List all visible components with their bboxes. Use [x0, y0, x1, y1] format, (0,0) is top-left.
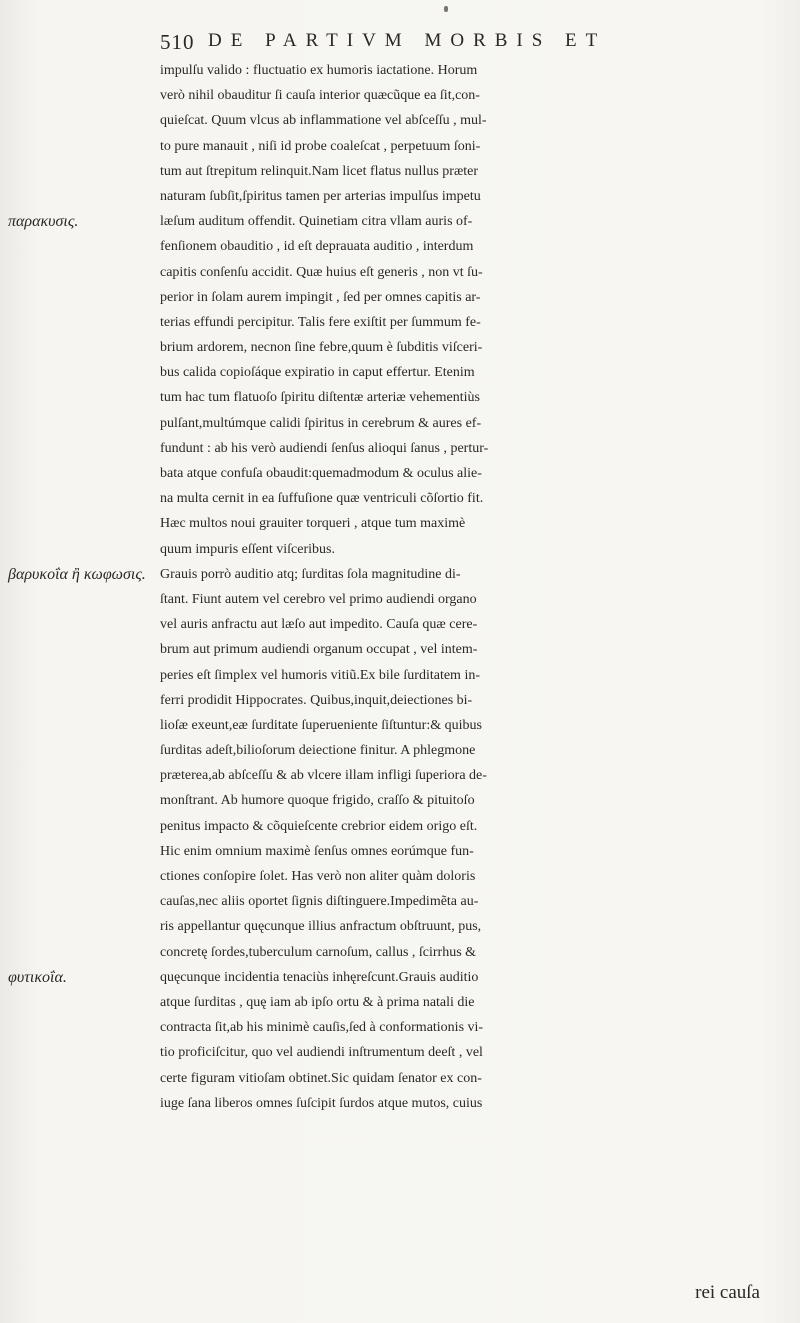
margin-note: παρακυσις.: [8, 213, 79, 231]
text-line: bus calida copioſáque expiratio in caput effertur. Etenim: [160, 365, 475, 381]
text-line: terias effundi percipitur. Talis fere exiſtit per ſummum fe-: [160, 314, 481, 330]
text-line: quieſcat. Quum vlcus ab inflammatione vel abſceſſu , mul-: [160, 113, 487, 129]
page-number: 510: [160, 30, 195, 54]
text-line: Hic enim omnium maximè ſenſus omnes eorúmque fun-: [160, 843, 474, 859]
text-line: ris appellantur quęcunque illius anfractum obſtruunt, pus,: [160, 919, 482, 935]
text-line: tio proficiſcitur, quo vel audiendi inſtrumentum deeſt , vel: [160, 1045, 483, 1061]
text-line: naturam ſubſit,ſpiritus tamen per arterias impulſus impetu: [160, 188, 481, 204]
text-line: ferri prodidit Hippocrates. Quibus,inquit,deiectiones bi-: [160, 692, 473, 708]
text-line: ctiones conſopire ſolet. Has verò non aliter quàm doloris: [160, 869, 476, 884]
text-line: peries eſt ſimplex vel humoris vitiũ.Ex bile ſurditatem in-: [160, 667, 480, 683]
text-line: Grauis porrò auditio atq; ſurditas ſola magnitudine di-: [160, 566, 461, 582]
text-line: lioſæ exeunt,eæ ſurditate ſuperueniente ſiſtuntur:& quibus: [160, 717, 482, 733]
ink-speck: [444, 6, 448, 12]
text-line: fenſionem obauditio , id eſt deprauata auditio , interdum: [160, 239, 474, 255]
text-line: læſum auditum offendit. Quinetiam citra vllam auris of-: [160, 214, 473, 230]
text-line: præterea,ab abſceſſu & ab vlcere illam infligi ſuperiora de-: [160, 768, 487, 784]
text-line: monſtrant. Ab humore quoque frigido, craſſo & pituitoſo: [160, 793, 475, 809]
text-line: cauſas,nec aliis oportet ſignis diſtinguere.Impedimẽta au-: [160, 894, 479, 910]
margin-note: φυτικοΐα.: [8, 969, 67, 987]
text-line: quęcunque incidentia tenaciùs inhęreſcunt.Grauis auditio: [160, 969, 479, 985]
catchword: rei cauſa: [695, 1282, 760, 1303]
text-line: brum aut primum audiendi organum occupat , vel intem-: [160, 642, 478, 658]
text-line: bata atque confuſa obaudit:quemadmodum & oculus alie-: [160, 466, 482, 481]
text-line: capitis conſenſu accidit. Quæ huius eſt generis , non vt ſu-: [160, 264, 483, 280]
text-line: fundunt : ab his verò audiendi ſenſus alioqui ſanus , pertur-: [160, 440, 489, 456]
text-line: perior in ſolam aurem impingit , ſed per omnes capitis ar-: [160, 289, 481, 305]
text-line: tum hac tum flatuoſo ſpiritu diſtentæ arteriæ vehementiùs: [160, 390, 480, 406]
text-line: tum aut ſtrepitum relinquit.Nam licet flatus nullus præter: [160, 163, 479, 179]
text-line: iuge ſana liberos omnes ſuſcipit ſurdos atque mutos, cuius: [160, 1095, 483, 1111]
text-line: verò nihil obauditur ſi cauſa interior quæcũque ea ſit,con-: [160, 88, 480, 104]
text-line: certe figuram vitioſam obtinet.Sic quidam ſenator ex con-: [160, 1070, 482, 1086]
text-line: na multa cernit in ea ſuffuſione quæ ventriculi cõſortio fit.: [160, 491, 484, 507]
text-line: brium ardorem, necnon ſine febre,quum è ſubditis viſceri-: [160, 340, 483, 356]
text-line: ſtant. Fiunt autem vel cerebro vel primo audiendi organo: [160, 591, 477, 607]
running-header: [160, 30, 760, 58]
text-line: quum impuris eſſent viſceribus.: [160, 541, 335, 557]
text-line: pulſant,multúmque calidi ſpiritus in cerebrum & aures ef-: [160, 415, 482, 431]
margin-note: βαρυκοΐα ἢ κωφωσις.: [8, 566, 146, 583]
running-title: DE PARTIVM MORBIS ET: [208, 30, 607, 51]
text-line: impulſu valido : fluctuatio ex humoris iactatione. Horum: [160, 63, 478, 78]
main-text-block: [160, 58, 780, 1116]
text-line: vel auris anfractu aut læſo aut impedito. Cauſa quæ cere-: [160, 617, 478, 633]
text-line: to pure manauit , niſi id probe coaleſcat , perpetuum ſoni-: [160, 138, 481, 154]
text-line: penitus impacto & cõquieſcente crebrior eidem origo eſt.: [160, 818, 478, 834]
text-line: concretę ſordes,tuberculum carnoſum, callus , ſcirrhus &: [160, 944, 477, 960]
text-line: ſurditas adeſt,bilioſorum deiectione finitur. A phlegmone: [160, 743, 476, 759]
text-line: atque ſurditas , quę iam ab ipſo ortu & à prima natali die: [160, 994, 475, 1010]
text-line: contracta ſit,ab his minimè cauſis,ſed à conformationis vi-: [160, 1020, 484, 1036]
text-line: Hæc multos noui grauiter torqueri , atque tum maximè: [160, 516, 466, 532]
